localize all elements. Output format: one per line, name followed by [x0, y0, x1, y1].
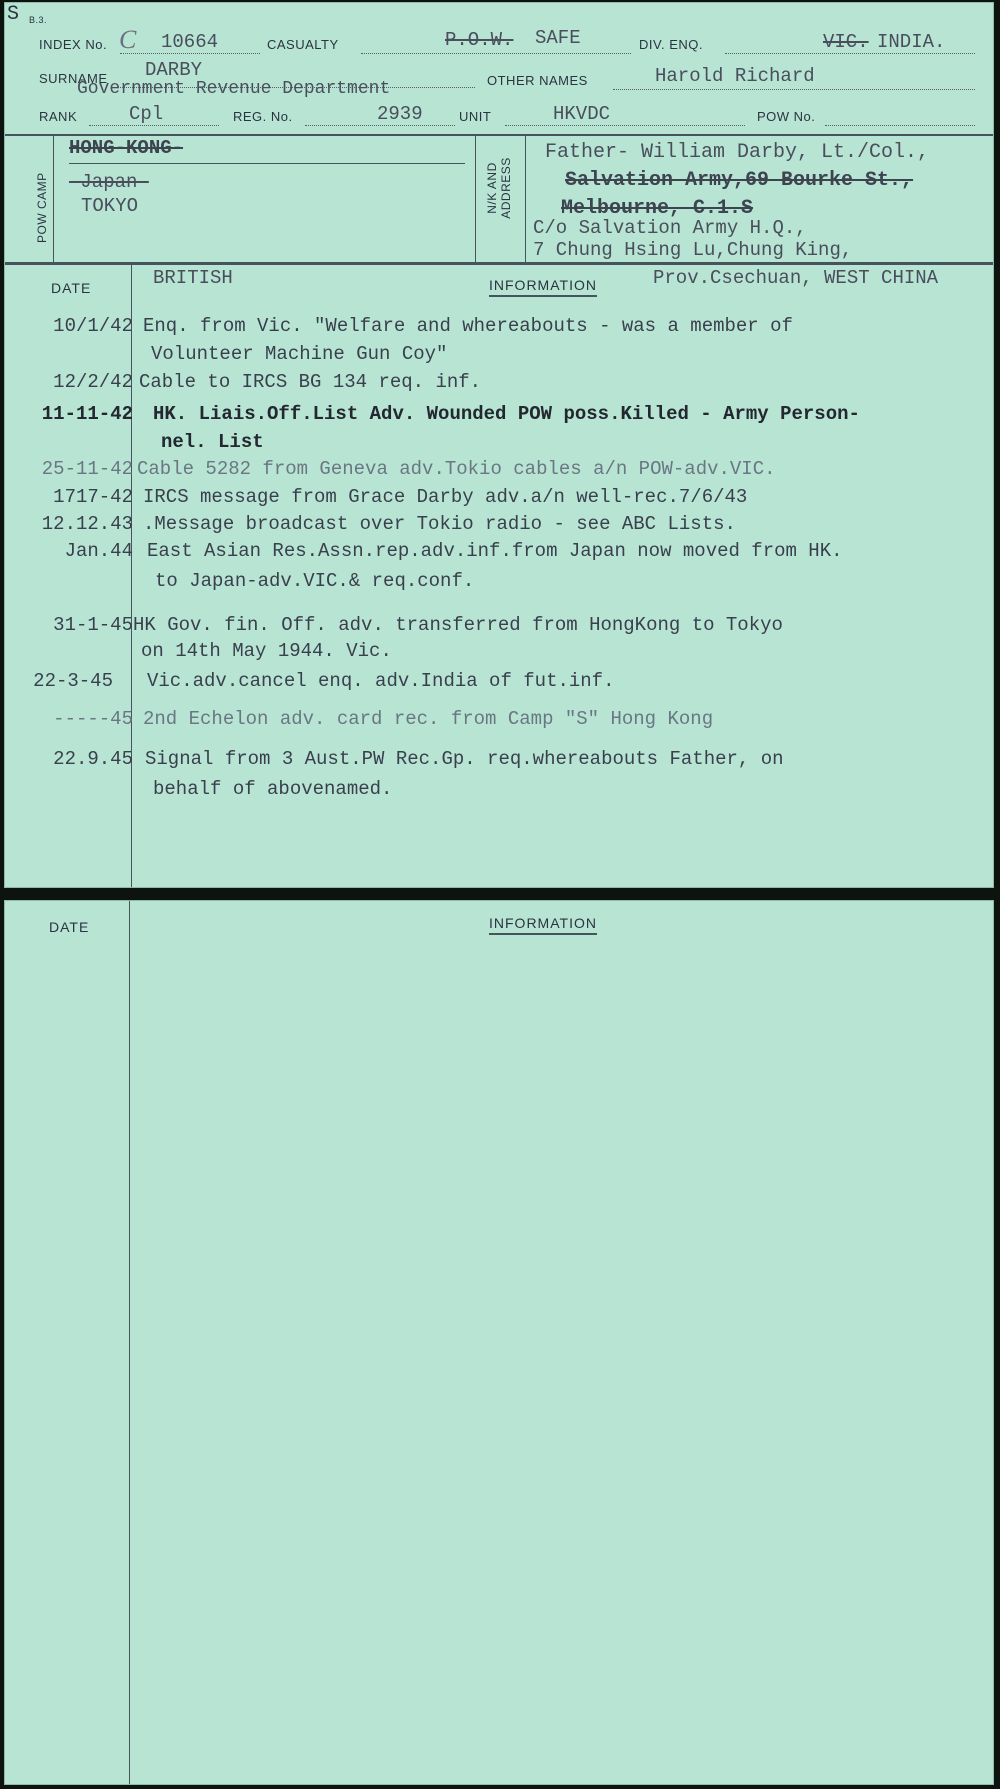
- other-names-label: OTHER NAMES: [487, 73, 588, 88]
- nk-address-line: 7 Chung Hsing Lu,Chung King,: [533, 239, 853, 261]
- nk-address-line: C/o Salvation Army H.Q.,: [533, 217, 807, 239]
- rank-value: Cpl: [129, 103, 164, 125]
- rank-label: RANK: [39, 109, 78, 124]
- entry-text: HK. Liais.Off.List Adv. Wounded POW poss.Killed - Army Person-: [153, 403, 860, 425]
- nk-address-line: Salvation Army,69 Bourke St.,: [565, 169, 914, 192]
- entry-date: 10/1/42: [53, 315, 133, 337]
- form-code: B.3.: [29, 15, 48, 25]
- entry-text: Volunteer Machine Gun Coy": [151, 343, 448, 365]
- nk-address-label: N/K AND ADDRESS: [485, 157, 513, 219]
- index-no-label: INDEX No.: [39, 37, 108, 52]
- entry-text: Vic.adv.cancel enq. adv.India of fut.inf.: [147, 670, 615, 692]
- entry-text: IRCS message from Grace Darby adv.a/n well-rec.7/6/43: [143, 486, 748, 508]
- other-names-value: Harold Richard: [655, 65, 815, 87]
- nk-address-line: Melbourne, C.1.S: [561, 197, 754, 220]
- div-enq-value: INDIA.: [877, 31, 946, 53]
- surname-label: SURNAME: [39, 71, 108, 86]
- entry-date: 25-11-42: [41, 458, 133, 480]
- entry-date: 22-3-45: [33, 670, 113, 692]
- entry-date: -----45: [53, 708, 133, 730]
- british-note: BRITISH: [153, 267, 233, 289]
- back-information-header: INFORMATION: [489, 915, 597, 935]
- nk-address-line: Prov.Csechuan, WEST CHINA: [653, 267, 939, 289]
- index-prefix: C: [119, 25, 137, 54]
- unit-label: UNIT: [459, 109, 492, 124]
- entry-date: 31-1-45: [53, 614, 133, 636]
- index-no-value: 10664: [161, 31, 219, 53]
- reg-no-label: REG. No.: [233, 109, 293, 124]
- unit-value: HKVDC: [553, 103, 611, 125]
- casualty-struck: P.O.W.: [445, 29, 514, 51]
- pow-camp-line: TOKYO: [81, 195, 139, 217]
- surname-note: Government Revenue Department: [77, 79, 391, 99]
- entry-text: behalf of abovenamed.: [153, 778, 393, 800]
- entry-text: Enq. from Vic. "Welfare and whereabouts - was a member of: [143, 315, 793, 337]
- pow-camp-line: -Japan-: [69, 171, 149, 193]
- entry-text: to Japan-adv.VIC.& req.conf.: [155, 570, 475, 592]
- div-enq-struck: VIC.: [823, 31, 869, 53]
- entry-date: 22.9.45: [53, 748, 133, 770]
- entry-date: 12/2/42: [53, 371, 133, 393]
- entry-text: Cable to IRCS BG 134 req. inf.: [139, 371, 482, 393]
- information-header: INFORMATION: [489, 277, 597, 297]
- stamp-s: S: [7, 3, 20, 26]
- pow-camp-label: POW CAMP: [35, 172, 49, 243]
- div-enq-label: DIV. ENQ.: [639, 37, 703, 52]
- entry-date: 12.12.43: [41, 513, 133, 535]
- pow-no-label: POW No.: [757, 109, 816, 124]
- entry-text: HK Gov. fin. Off. adv. transferred from HongKong to Tokyo: [133, 614, 783, 636]
- entry-text: East Asian Res.Assn.rep.adv.inf.from Japan now moved from HK.: [147, 540, 843, 562]
- card-back: [4, 900, 994, 1785]
- entry-date: Jan.44: [64, 540, 133, 562]
- date-header: DATE: [51, 280, 92, 296]
- entry-text: Cable 5282 from Geneva adv.Tokio cables a/n POW-adv.VIC.: [137, 458, 776, 480]
- casualty-label: CASUALTY: [267, 37, 339, 52]
- card-front: [4, 2, 994, 888]
- entry-text: on 14th May 1944. Vic.: [141, 640, 392, 662]
- entry-date: 1717-42: [53, 486, 133, 508]
- surname-value: DARBY: [145, 59, 203, 81]
- entry-text: 2nd Echelon adv. card rec. from Camp "S" Hong Kong: [143, 708, 714, 730]
- entry-text: nel. List: [161, 431, 264, 453]
- casualty-value: SAFE: [535, 27, 581, 49]
- entry-text: .Message broadcast over Tokio radio - see ABC Lists.: [143, 513, 736, 535]
- entry-text: Signal from 3 Aust.PW Rec.Gp. req.whereabouts Father, on: [145, 748, 784, 770]
- pow-camp-line: HONG-KONG-: [69, 137, 184, 159]
- nk-address-line: Father- William Darby, Lt./Col.,: [545, 141, 930, 164]
- entry-date: 11-11-42: [41, 403, 133, 425]
- reg-no-value: 2939: [377, 103, 423, 125]
- back-date-header: DATE: [49, 919, 90, 935]
